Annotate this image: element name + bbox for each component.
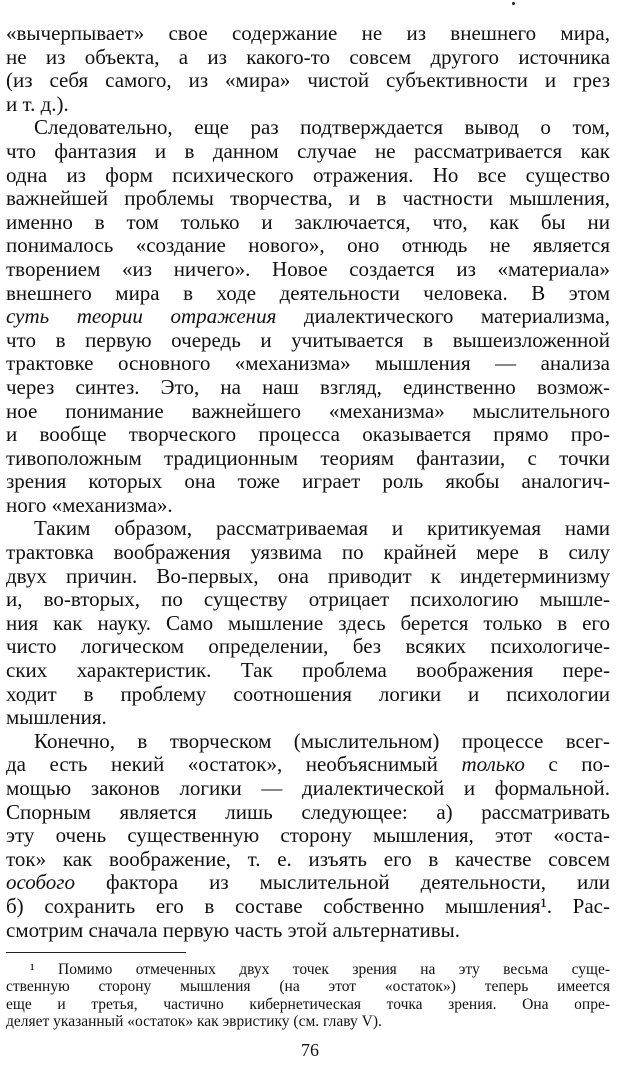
text-line: не из объекта, а из какого-то совсем другого источника: [6, 44, 610, 69]
text-line: и, во-вторых, по существу отрицает психологию мышле-: [6, 587, 610, 612]
text-line: важнейшей проблемы творчества, и в частности мышления,: [6, 186, 610, 211]
text-line: Таким образом, рассматриваемая и критикуемая нами: [34, 516, 610, 541]
footnote-divider: [6, 952, 186, 953]
footnote-line: ственную сторону мышления (на этот «остаток») теперь имеется: [6, 978, 610, 996]
text-line: особого фактора из мыслительной деятельности, или: [6, 870, 610, 895]
text-line: (из себя самого, из «мира» чистой субъективности и грез: [6, 68, 610, 93]
text-line: ских характеристик. Так проблема воображения пере-: [6, 658, 610, 683]
text-line: и т. д.).: [6, 91, 69, 116]
text-line: творением «из ничего». Новое создается из «материала»: [6, 256, 610, 281]
text-line: одна из форм психического отражения. Но все существо: [6, 162, 610, 187]
text-line: двух причин. Во-первых, она приводит к индетерминизму: [6, 563, 610, 588]
text-line: б) сохранить его в составе собственно мышления¹. Рас-: [6, 893, 610, 918]
text-line: ного «механизма».: [6, 492, 173, 517]
text-line: Следовательно, еще раз подтверждается вывод о том,: [34, 115, 610, 140]
text-line: зрения которых она тоже играет роль якобы аналогич-: [6, 469, 610, 494]
text-line: внешнего мира в ходе деятельности человека. В этом: [6, 280, 610, 305]
text-line: эту очень существенную сторону мышления, этот «оста-: [6, 823, 610, 848]
text-line: мышления.: [6, 705, 107, 730]
main-text-block: [6, 22, 610, 942]
text-line: ное понимание важнейшего «механизма» мыслительного: [6, 398, 610, 423]
text-line: ток» как воображение, т. е. изъять его в качестве совсем: [6, 846, 610, 871]
footnote-line: еще и третья, частично кибернетическая точка зрения. Она опре-: [6, 995, 610, 1013]
text-line: тивоположным традиционным теориям фантазии, с точки: [6, 445, 610, 470]
footnote-line: ¹ Помимо отмеченных двух точек зрения на эту весьма суще-: [30, 961, 610, 978]
text-line: ния как науку. Само мышление здесь берется только в его: [6, 610, 610, 635]
text-line: Спорным является лишь следующее: а) рассматривать: [6, 799, 610, 824]
text-line: Конечно, в творческом (мыслительном) процессе всег-: [34, 728, 610, 753]
text-line: понималось «создание нового», оно отнюдь не является: [6, 233, 610, 258]
text-line: трактовка воображения уязвима по крайней мере в силу: [6, 540, 610, 565]
print-speck: [512, 2, 515, 5]
footnote-line: деляет указанный «остаток» как эвристику (см. главу V).: [6, 1013, 382, 1031]
text-line: суть теории отражения диалектического материализма,: [6, 304, 611, 329]
text-line: и вообще творческого процесса оказывается прямо про-: [6, 422, 610, 447]
text-line: мощью законов логики — диалектической и формальной.: [6, 776, 610, 800]
text-line: что фантазия и в данном случае не рассматривается как: [6, 138, 610, 163]
text-line: ходит в проблему соотношения логики и психологии: [6, 681, 610, 706]
text-line: через синтез. Это, на наш взгляд, единственно возмож-: [6, 374, 610, 399]
text-line: да есть некий «остаток», необъяснимый только с по-: [6, 752, 610, 777]
text-line: трактовке основного «механизма» мышления — анализа: [6, 351, 610, 376]
footnote-block: [6, 961, 610, 1031]
text-line: чисто логическом определении, без всяких психологиче-: [6, 634, 610, 659]
page-number: 76: [301, 1040, 319, 1060]
text-line: смотрим сначала первую часть этой альтернативы.: [6, 917, 460, 942]
text-line: именно в том только и заключается, что, как бы ни: [6, 209, 610, 234]
text-line: что в первую очередь и учитывается в вышеизложенной: [6, 327, 610, 352]
text-line: «вычерпывает» свое содержание не из внешнего мира,: [6, 21, 610, 45]
